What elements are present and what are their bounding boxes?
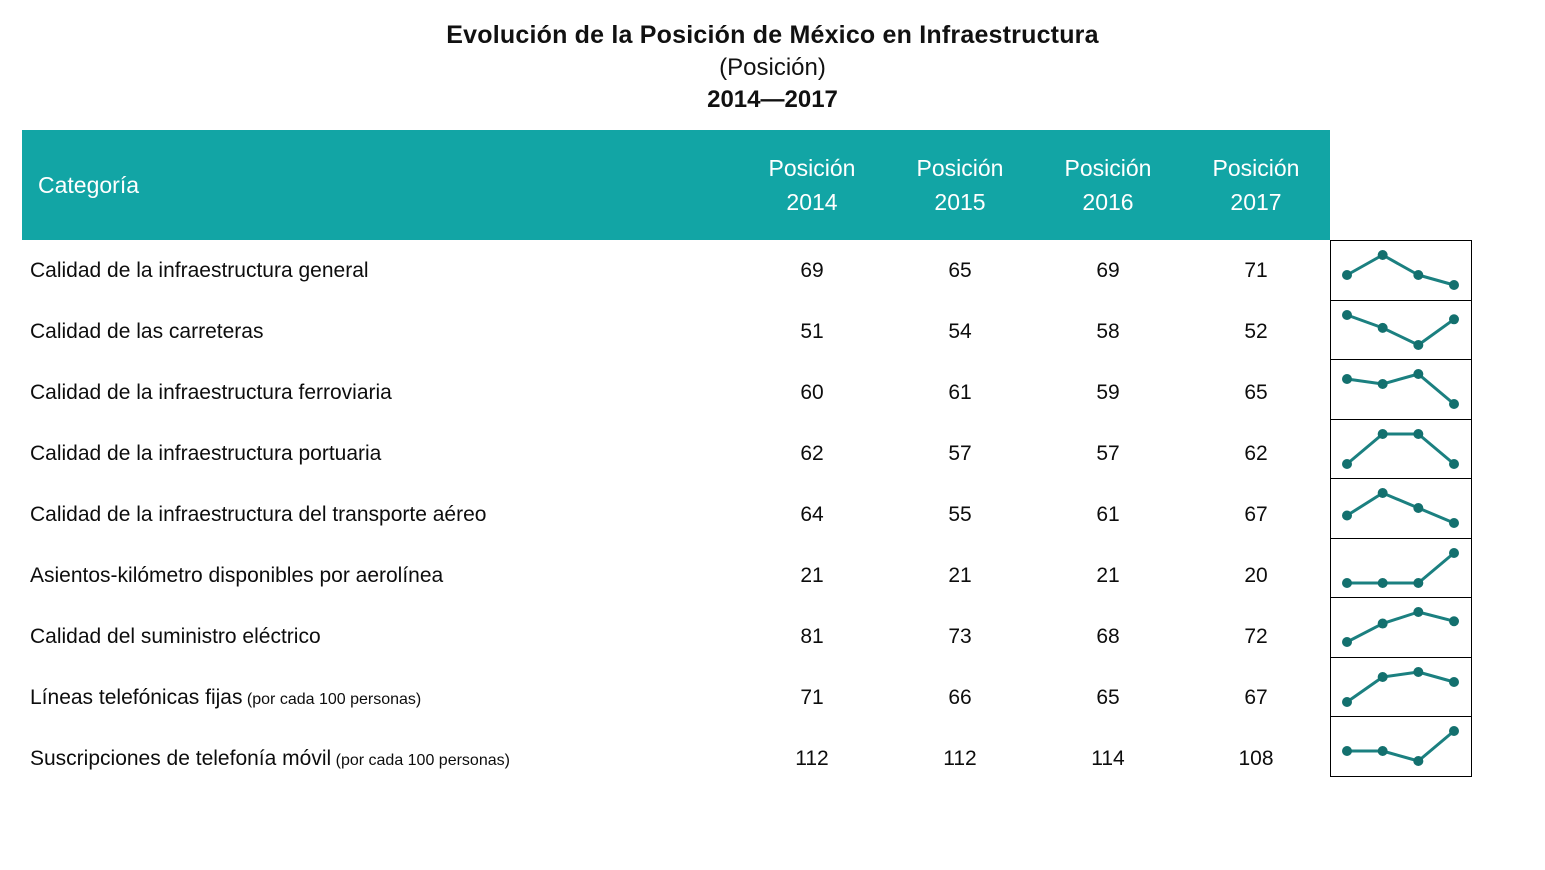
sparkline-cell xyxy=(1330,478,1472,539)
sparkline-cell xyxy=(1330,597,1472,658)
table-row xyxy=(22,423,1330,484)
sparkline-cell xyxy=(1330,419,1472,480)
header-row xyxy=(22,130,1330,240)
column-header-2015-line2: 2015 xyxy=(934,189,986,215)
sparkline-column xyxy=(1330,240,1472,777)
row-value-2017: 62 xyxy=(1244,441,1268,465)
column-header-2014-line2: 2014 xyxy=(786,189,838,215)
row-value-2016: 68 xyxy=(1096,624,1120,648)
row-value-2016: 69 xyxy=(1096,258,1120,282)
row-value-2014: 69 xyxy=(800,258,824,282)
sparkline-cell xyxy=(1330,359,1472,420)
column-header-2017-line2: 2017 xyxy=(1230,189,1282,215)
column-header-2014 xyxy=(738,130,886,240)
row-value-2014: 60 xyxy=(800,380,824,404)
row-value-2017: 52 xyxy=(1244,319,1268,343)
row-value-2014: 64 xyxy=(800,502,824,526)
sparkline-cell xyxy=(1330,716,1472,777)
row-value-2017: 65 xyxy=(1244,380,1268,404)
row-value-2014: 62 xyxy=(800,441,824,465)
row-value-2015: 54 xyxy=(948,319,972,343)
table-row xyxy=(22,667,1330,728)
table-row xyxy=(22,362,1330,423)
sparkline-cell xyxy=(1330,300,1472,361)
row-value-2015: 65 xyxy=(948,258,972,282)
row-category xyxy=(22,667,738,728)
table-row xyxy=(22,484,1330,545)
row-category xyxy=(22,545,738,606)
column-header-2016 xyxy=(1034,130,1182,240)
row-value-2015: 61 xyxy=(948,380,972,404)
table-header xyxy=(22,130,1330,240)
row-category xyxy=(22,240,738,301)
page-period: 2014—2017 xyxy=(707,86,838,113)
row-category-label: Calidad de la infraestructura general xyxy=(30,258,369,282)
column-header-category xyxy=(22,130,738,240)
row-value-2016: 65 xyxy=(1096,685,1120,709)
row-value-2015: 57 xyxy=(948,441,972,465)
row-value-2015: 55 xyxy=(948,502,972,526)
row-value-2014: 112 xyxy=(795,746,829,770)
sparkline-cell xyxy=(1330,657,1472,718)
row-value-2014: 71 xyxy=(800,685,824,709)
column-header-2017-line1: Posición xyxy=(1212,155,1300,181)
sparkline-cell xyxy=(1330,538,1472,599)
chart-title-block xyxy=(0,0,1545,116)
row-category-label: Líneas telefónicas fijas xyxy=(30,685,243,709)
row-category-label: Calidad de las carreteras xyxy=(30,319,264,343)
row-category xyxy=(22,484,738,545)
row-category xyxy=(22,301,738,362)
infrastructure-table xyxy=(22,130,1330,789)
column-header-2014-line1: Posición xyxy=(768,155,856,181)
row-value-2016: 59 xyxy=(1096,380,1120,404)
row-category-label: Calidad de la infraestructura ferroviaria xyxy=(30,380,392,404)
row-value-2016: 58 xyxy=(1096,319,1120,343)
row-value-2014: 51 xyxy=(800,319,824,343)
column-header-2015-line1: Posición xyxy=(916,155,1004,181)
table-row xyxy=(22,606,1330,667)
row-value-2015: 112 xyxy=(943,746,977,770)
row-category xyxy=(22,728,738,789)
row-value-2017: 71 xyxy=(1244,258,1268,282)
row-value-2014: 81 xyxy=(800,624,824,648)
row-value-2017: 67 xyxy=(1244,502,1268,526)
row-value-2014: 21 xyxy=(800,563,824,587)
column-header-category-label: Categoría xyxy=(38,171,140,198)
row-value-2015: 66 xyxy=(948,685,972,709)
row-value-2017: 108 xyxy=(1238,746,1274,770)
column-header-2015 xyxy=(886,130,1034,240)
row-value-2016: 114 xyxy=(1091,746,1125,770)
table-container xyxy=(0,130,1545,789)
row-value-2017: 20 xyxy=(1244,563,1268,587)
column-header-2016-line2: 2016 xyxy=(1082,189,1134,215)
row-category-note: (por cada 100 personas) xyxy=(242,690,422,708)
row-category-label: Calidad del suministro eléctrico xyxy=(30,624,321,648)
row-value-2016: 57 xyxy=(1096,441,1120,465)
row-category-label: Calidad de la infraestructura portuaria xyxy=(30,441,382,465)
row-value-2016: 61 xyxy=(1096,502,1120,526)
table-body xyxy=(22,240,1330,789)
table-row xyxy=(22,728,1330,789)
row-category-label: Calidad de la infraestructura del transporte aéreo xyxy=(30,502,487,526)
sparkline-cell xyxy=(1330,240,1472,301)
row-value-2015: 73 xyxy=(948,624,972,648)
column-header-2016-line1: Posición xyxy=(1064,155,1152,181)
page-subtitle: (Posición) xyxy=(719,54,826,81)
page-title: Evolución de la Posición de México en Infraestructura xyxy=(446,21,1099,49)
table-row xyxy=(22,240,1330,301)
table-row xyxy=(22,545,1330,606)
row-category xyxy=(22,606,738,667)
row-category-label: Asientos-kilómetro disponibles por aerolínea xyxy=(30,563,444,587)
row-value-2016: 21 xyxy=(1096,563,1120,587)
row-category-label: Suscripciones de telefonía móvil xyxy=(30,746,332,770)
row-category xyxy=(22,362,738,423)
row-value-2017: 67 xyxy=(1244,685,1268,709)
table-row xyxy=(22,301,1330,362)
column-header-2017 xyxy=(1182,130,1330,240)
row-category xyxy=(22,423,738,484)
row-value-2017: 72 xyxy=(1244,624,1268,648)
row-value-2015: 21 xyxy=(948,563,972,587)
row-category-note: (por cada 100 personas) xyxy=(331,751,510,769)
